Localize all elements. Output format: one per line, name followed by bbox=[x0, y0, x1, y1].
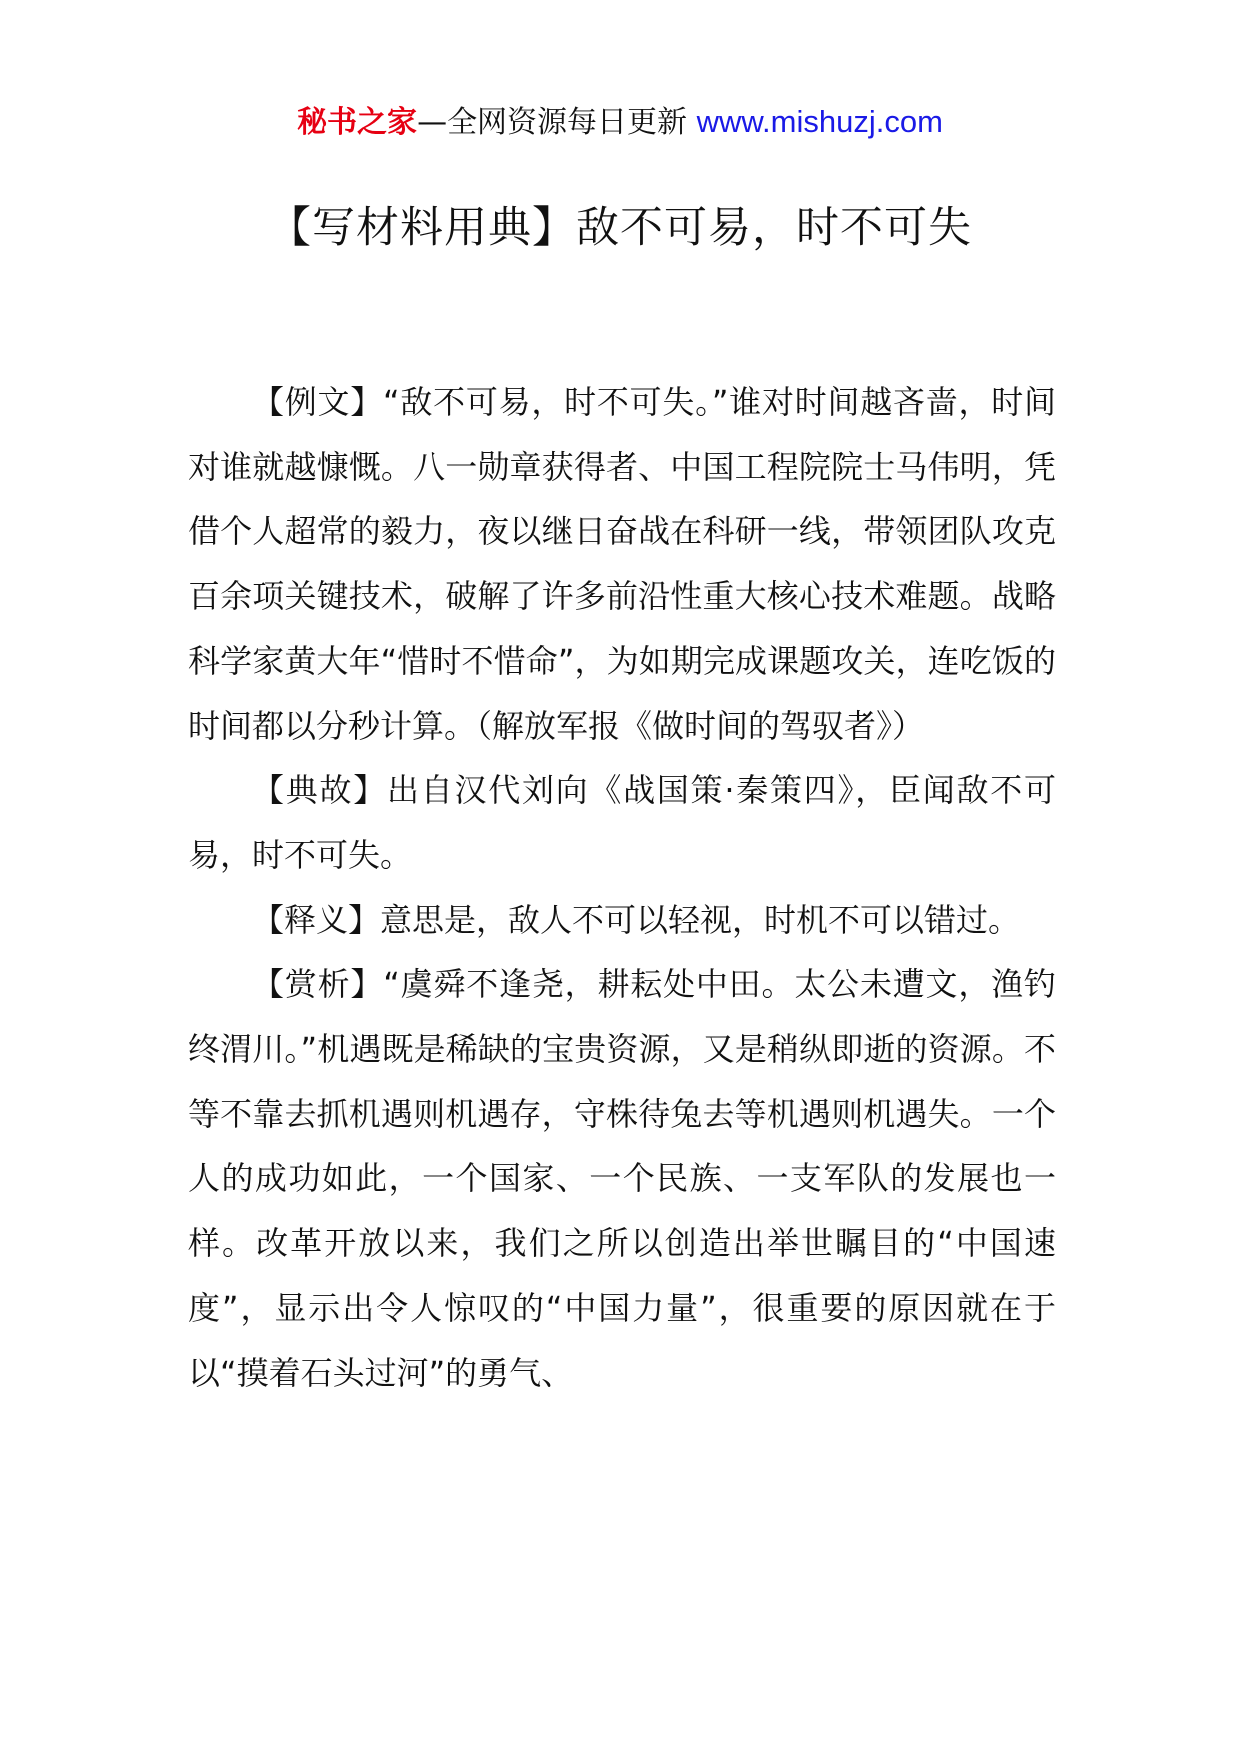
page-title: 【写材料用典】敌不可易，时不可失 bbox=[268, 203, 972, 253]
paragraph-appreciation: 【赏析】“虞舜不逢尧，耕耘处中田。太公未遭文，渔钓终渭川。”机遇既是稀缺的宝贵资源，又是稍纵即逝的资源。不等不靠去抓机遇则机遇存，守株待兔去等机遇则机遇失。一个人的成功如此，一个国家、一个民族、一支军队的发展也一样。改革开放以来，我们之所以创造出举世瞩目的“中国速度”，显示出令人惊叹的“中国力量”，很重要的原因就在于以“摸着石头过河”的勇气、 bbox=[188, 965, 1056, 1392]
article-body bbox=[188, 370, 1056, 1405]
site-brand: 秘书之家 bbox=[297, 105, 418, 140]
paragraph-example: 【例文】“敌不可易，时不可失。”谁对时间越吝啬，时间对谁就越慷慨。八一勋章获得者、中国工程院院士马伟明，凭借个人超常的毅力，夜以继日奋战在科研一线，带领团队攻克百余项关键技术，破解了许多前沿性重大核心技术难题。战略科学家黄大年“惜时不惜命”，为如期完成课题攻关，连吃饭的时间都以分秒计算。（解放军报《做时间的驾驭者》） bbox=[188, 383, 1056, 745]
paragraph-meaning: 【释义】意思是，敌人不可以轻视，时机不可以错过。 bbox=[252, 900, 1021, 939]
paragraph-allusion: 【典故】出自汉代刘向《战国策·秦策四》，臣闻敌不可易，时不可失。 bbox=[188, 771, 1056, 874]
site-header bbox=[0, 100, 1240, 145]
site-tagline: —全网资源每日更新 bbox=[417, 105, 697, 140]
site-url-link[interactable]: www.mishuzj.com bbox=[696, 104, 943, 139]
